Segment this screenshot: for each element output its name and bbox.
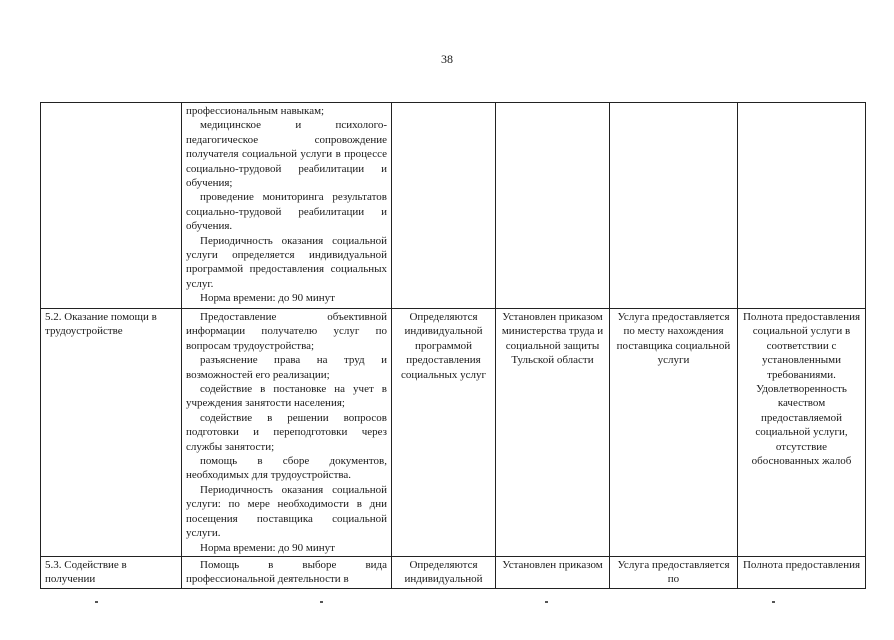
table-row [41,309,866,557]
scan-mark [772,601,775,603]
cost-cell [392,103,496,309]
scan-mark [545,601,548,603]
page-number: 38 [441,52,453,66]
conditions-cell [610,557,738,589]
service-name-cell: 5.2. Оказание помощи в трудоустройстве [41,309,182,557]
cost-cell [392,557,496,589]
quality-cell [738,103,866,309]
description-paragraph: помощь в сборе документов, необходимых для трудоустройства. [186,455,387,482]
service-name-text: 5.3. Содействие в получении [45,559,127,586]
table-row [41,103,866,309]
tariff-cell: Установлен приказом министерства труда и социальной защиты Тульской области [496,309,610,557]
description-paragraph: Норма времени: до 90 минут [200,541,335,554]
service-description-cell [182,103,392,309]
description-paragraph: Периодичность оказания социальной услуги определяется индивидуальной программой предоставления социальных услуг. [186,234,387,290]
quality-text: Полнота предоставления [742,559,861,571]
service-description-cell [182,309,392,557]
tariff-text: Установлен приказом [502,559,603,571]
description-paragraph: проведение мониторинга результатов социально-трудовой реабилитации и обучения. [186,191,387,233]
conditions-cell [610,103,738,309]
cost-text: Определяются индивидуальной [404,559,483,586]
quality-cell [738,557,866,589]
description-paragraph: содействие в решении вопросов подготовки и переподготовки через службы занятости; [186,411,387,453]
conditions-cell: Услуга предоставляется по месту нахождения поставщика социальной услуги [610,309,738,557]
service-name-cell [41,557,182,589]
conditions-text: Услуга предоставляется по [617,559,730,586]
tariff-cell [496,103,610,309]
tariff-cell [496,557,610,589]
service-description-cell [182,557,392,589]
description-paragraph: содействие в постановке на учет в учреждения занятости населения; [186,383,387,410]
table-row [41,557,866,589]
description-paragraph: Норма времени: до 90 минут [200,292,335,305]
cost-cell: Определяются индивидуальной программой предоставления социальных услуг [392,309,496,557]
description-paragraph: профессиональным навыкам; [186,105,325,117]
description-paragraph: Предоставление объективной информации получателю услуг по вопросам трудоустройства; [186,311,387,352]
service-name-cell [41,103,182,309]
description-paragraph: Периодичность оказания социальной услуги: по мере необходимости в дни посещения поставщика социальной услуги. [186,483,387,540]
scan-mark [320,601,323,603]
scan-mark [95,601,98,603]
description-paragraph: Помощь в выборе вида профессиональной деятельности в [186,559,387,586]
quality-cell: Полнота предоставления социальной услуги в соответствии с установленными требованиями. Удовлетворенность качеством предоставляемой социальной услуги, отсутствие обоснованных жалоб [738,309,866,557]
social-services-table [40,102,866,589]
description-paragraph: разъяснение права на труд и возможностей его реализации; [186,354,387,381]
description-paragraph: медицинское и психолого-педагогическое сопровождение получателя социальной услуги в процессе социально-трудовой реабилитации и обучения; [186,119,387,190]
